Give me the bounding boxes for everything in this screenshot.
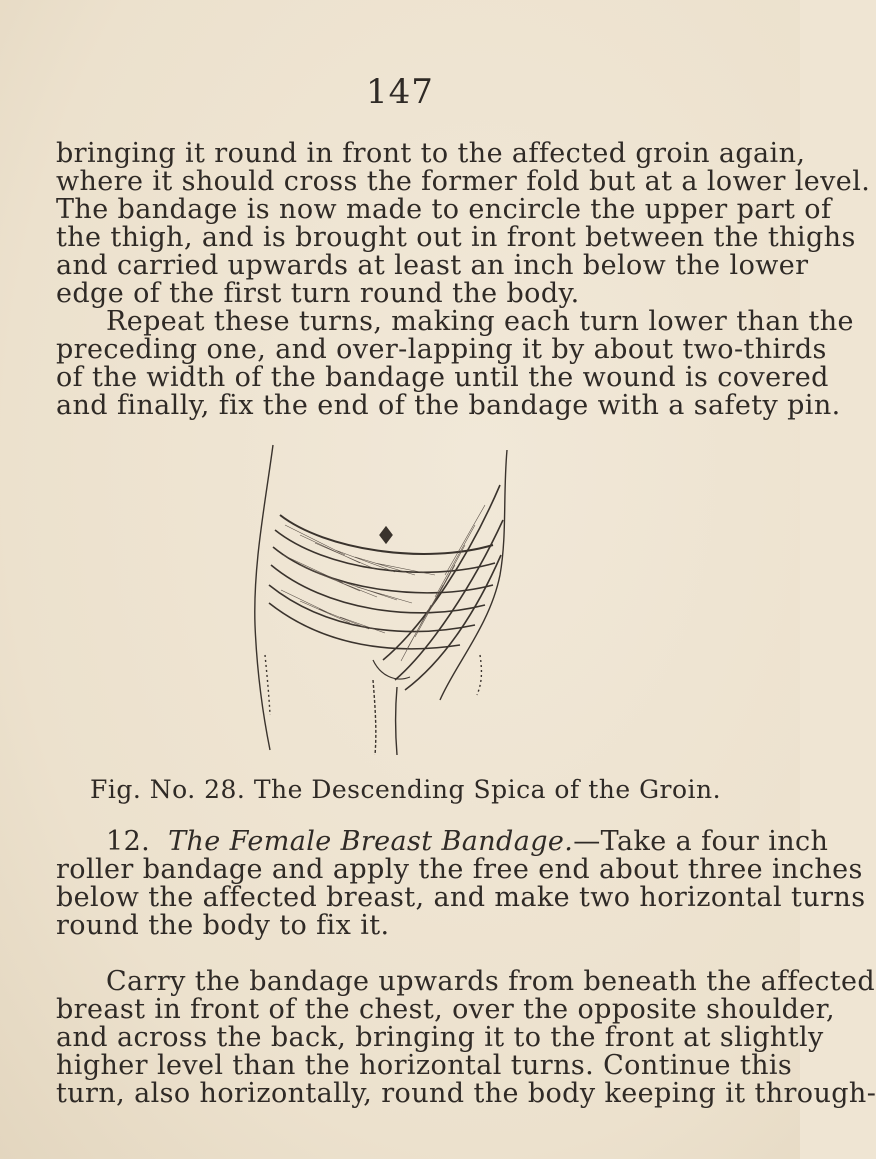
text-line: edge of the first turn round the body. — [56, 278, 580, 309]
text-line: the thigh, and is brought out in front between the thighs — [56, 222, 856, 253]
text-line: roller bandage and apply the free end about three inches — [56, 854, 863, 885]
text-line: below the affected breast, and make two horizontal turns — [56, 882, 866, 913]
page-number: 147 — [366, 72, 434, 112]
section-heading-line — [56, 826, 829, 857]
text-line: Carry the bandage upwards from beneath the affected — [106, 966, 876, 997]
text-line: breast in front of the chest, over the opposite shoulder, — [56, 994, 835, 1025]
paragraph-bandage-thigh — [56, 138, 871, 309]
text-line: of the width of the bandage until the wound is covered — [56, 362, 829, 393]
section-number: 12. — [106, 826, 151, 857]
paragraph-carry-bandage — [56, 966, 876, 1109]
text-line: The bandage is now made to encircle the upper part of — [56, 194, 832, 225]
text-line: Repeat these turns, making each turn lower than the — [106, 306, 854, 337]
text-line: round the body to fix it. — [56, 910, 390, 941]
text-line: turn, also horizontally, round the body keeping it through- — [56, 1078, 876, 1109]
text-line: and carried upwards at least an inch below the lower — [56, 250, 809, 281]
text-line: where it should cross the former fold but at a lower level. — [56, 166, 871, 197]
figure-caption: Fig. No. 28. The Descending Spica of the Groin. — [90, 775, 722, 804]
text-line: and across the back, bringing it to the front at slightly — [56, 1022, 824, 1053]
spica-bandage-illustration — [245, 425, 525, 775]
section-female-breast-bandage — [56, 826, 866, 941]
section-title: The Female Breast Bandage. — [168, 826, 574, 857]
text-line: and finally, fix the end of the bandage with a safety pin. — [56, 390, 841, 421]
text-line: bringing it round in front to the affected groin again, — [56, 138, 806, 169]
section-first-line: —Take a four inch — [573, 826, 829, 857]
text-line: preceding one, and over-lapping it by about two-thirds — [56, 334, 827, 365]
paragraph-repeat-turns — [56, 306, 854, 421]
text-line: higher level than the horizontal turns. Continue this — [56, 1050, 793, 1081]
